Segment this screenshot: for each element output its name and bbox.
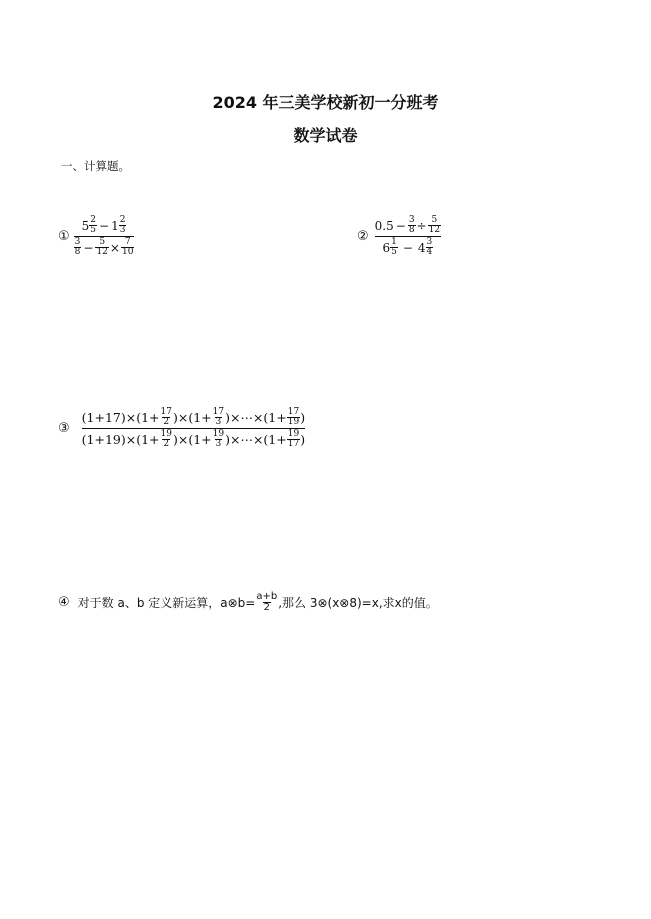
fraction: $\frac{3}{4}$ [426,237,433,257]
exam-title: 2024 年三美学校新初一分班考 [212,93,439,112]
problem-1-marker: ① [58,229,70,244]
fraction-numerator: a+b [256,591,278,602]
problem-3-denominator [82,430,305,449]
fraction: $\frac{19}{2}$ [160,429,172,449]
problem-3-expression [82,408,305,449]
problem-2-expression [375,216,441,257]
whole-number: 4 [417,240,426,255]
fraction: $\frac{5}{12}$ [96,237,108,257]
problem-2-denominator [375,238,441,257]
operator: ÷ [416,218,427,233]
problem-4 [58,592,438,613]
expression-part: )×⋯×(1+ [225,410,287,425]
expression-part: )×⋯×(1+ [225,432,287,447]
fraction: $\frac{1}{5}$ [391,237,397,257]
fraction: $\frac{19}{17}$ [287,429,300,449]
fraction: $\frac{3}{8}$ [408,215,415,235]
fraction: $\frac{17}{2}$ [160,407,172,427]
expression-part: )×(1+ [172,432,212,447]
problem-2-marker: ② [357,229,369,244]
problem-3-marker: ③ [58,421,70,436]
expression-part: ) [300,410,306,425]
problem-4-text-after: ,那么 3⊗(x⊗8)=x,求x的值。 [278,596,438,610]
operator: − [99,218,110,233]
fraction: $\frac{3}{8}$ [74,237,81,257]
fraction: $\frac{17}{3}$ [212,407,225,427]
whole-number: 1 [111,218,119,233]
fraction: $\frac{5}{12}$ [428,215,441,235]
operator: − [395,218,406,233]
problem-3 [58,408,305,449]
fraction: $\frac{2}{3}$ [119,215,126,235]
section-heading: 一、计算题。 [61,159,130,173]
fraction-denominator: 2 [263,602,270,613]
fraction: $\frac{2}{5}$ [90,215,96,235]
expression-part: (1+17)×(1+ [81,410,160,425]
decimal-value: 0.5 [374,218,394,233]
exam-subtitle: 数学试卷 [293,126,358,145]
operator: − [83,240,94,255]
expression-part: (1+19)×(1+ [81,432,160,447]
problem-1-expression [74,216,135,257]
fraction-bar [82,428,305,429]
problem-1 [58,216,134,257]
expression-part: )×(1+ [172,410,212,425]
problem-4-fraction [255,592,278,613]
problem-1-numerator [74,216,135,235]
operator: × [109,240,120,255]
fraction: $\frac{7}{10}$ [121,237,134,257]
problem-1-denominator [74,238,135,257]
whole-number: 6 [382,240,391,255]
problem-2 [357,216,441,257]
fraction: $\frac{17}{19}$ [287,407,300,427]
problem-4-marker: ④ [58,595,70,610]
problem-2-numerator [375,216,441,235]
operator: − [402,240,413,255]
problem-3-numerator [82,408,305,427]
fraction: $\frac{19}{3}$ [212,429,225,449]
problem-4-text-before: 对于数 a、b 定义新运算，a⊗b= [77,596,256,610]
expression-part: ) [300,432,306,447]
whole-number: 5 [81,218,90,233]
